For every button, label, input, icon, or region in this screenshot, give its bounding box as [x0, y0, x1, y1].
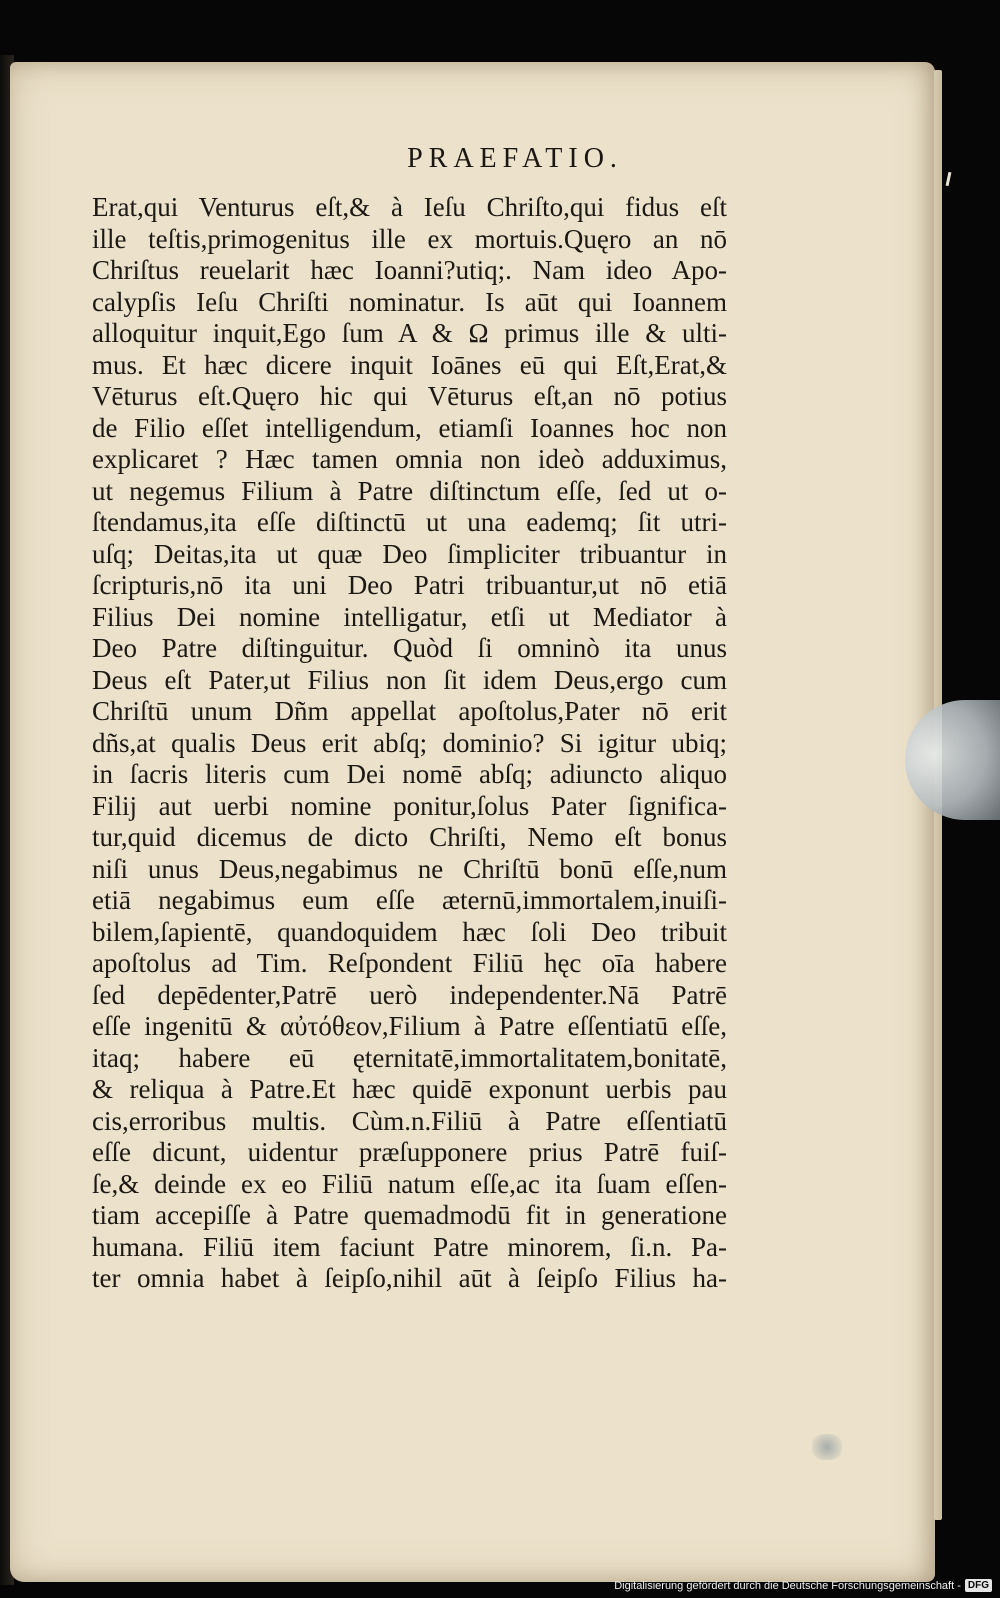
- text-line: alloquitur inquit,Ego ſum A & Ω primus ille & ulti-: [92, 318, 727, 348]
- text-line: Deo Patre diſtinguitur. Quòd ſi omninò ita unus: [92, 633, 727, 663]
- text-line: & reliqua à Patre.Et hæc quidē exponunt uerbis pau: [92, 1074, 727, 1104]
- text-line: uſq; Deitas,ita ut quæ Deo ſimpliciter tribuantur in: [92, 538, 727, 569]
- text-line: apoſtolus ad Tim. Reſpondent Filiū hęc oīa habere: [92, 948, 727, 978]
- text-line: eſſe ingenitū & αὐτόθεον,Filium à Patre eſſentiatū eſſe,: [92, 1011, 727, 1041]
- body-text: [92, 192, 727, 1295]
- text-line: mus. Et hæc dicere inquit Ioānes eū qui Eſt,Erat,&: [92, 349, 727, 380]
- text-line: etiā negabimus eum eſſe æternū,immortalem,inuiſi-: [92, 885, 727, 915]
- text-line: ſe,& deinde ex eo Filiū natum eſſe,ac ita ſuam eſſen-: [92, 1168, 727, 1199]
- text-line: Deus eſt Pater,ut Filius non ſit idem Deus,ergo cum: [92, 664, 727, 695]
- text-line: itaq; habere eū ęternitatē,immortalitatem,bonitatē,: [92, 1042, 727, 1073]
- text-line: de Filio eſſet intelligendum, etiamſi Ioannes hoc non: [92, 412, 727, 443]
- dfg-logo: DFG: [965, 1579, 992, 1592]
- text-line: dñs,at qualis Deus erit abſq; dominio? Si igitur ubiq;: [92, 727, 727, 758]
- text-line: humana. Filiū item faciunt Patre minorem, ſi.n. Pa-: [92, 1231, 727, 1262]
- text-line: Filius Dei nomine intelligatur, etſi ut Mediator à: [92, 601, 727, 632]
- text-line: Chriſtus reuelarit hæc Ioanni?utiq;. Nam ideo Apo-: [92, 255, 727, 285]
- digitization-credit: [614, 1579, 992, 1592]
- text-line: explicaret ? Hæc tamen omnia non ideò adduximus,: [92, 444, 727, 474]
- library-stamp: [812, 1434, 842, 1460]
- text-line: Filij aut uerbi nomine ponitur,ſolus Pater ſignifica-: [92, 790, 727, 821]
- text-line: eſſe dicunt, uidentur præſupponere prius Patrē fuiſ-: [92, 1137, 727, 1167]
- credit-text: Digitalisierung gefördert durch die Deutsche Forschungsgemeinschaft -: [614, 1579, 961, 1592]
- text-line: in ſacris literis cum Dei nomē abſq; adiuncto aliquo: [92, 759, 727, 789]
- text-line: ter omnia habet à ſeipſo,nihil aūt à ſeipſo Filius ha-: [92, 1263, 727, 1293]
- text-line: bilem,ſapientē, quandoquidem hæc ſoli Deo tribuit: [92, 916, 727, 947]
- text-line: tiam accepiſſe à Patre quemadmodū fit in generatione: [92, 1200, 727, 1230]
- text-line: Vēturus eſt.Quęro hic qui Vēturus eſt,an nō potius: [92, 381, 727, 411]
- text-line: Erat,qui Venturus eſt,& à Ieſu Chriſto,qui fidus eſt: [92, 192, 727, 222]
- text-line: niſi unus Deus,negabimus ne Chriſtū bonū eſſe,num: [92, 853, 727, 884]
- text-line: tur,quid dicemus de dicto Chriſti, Nemo eſt bonus: [92, 822, 727, 852]
- text-line: cis,erroribus multis. Cùm.n.Filiū à Patre eſſentiatū: [92, 1105, 727, 1136]
- text-line: calypſis Ieſu Chriſti nominatur. Is aūt qui Ioannem: [92, 286, 727, 317]
- running-head: PRAEFATIO.: [407, 143, 623, 174]
- text-line: Chriſtū unum Dñm appellat apoſtolus,Pater nō erit: [92, 696, 727, 726]
- text-line: ſed depēdenter,Patrē uerò independenter.Nā Patrē: [92, 979, 727, 1010]
- text-line: ut negemus Filium à Patre diſtinctum eſſe, ſed ut o-: [92, 475, 727, 506]
- text-line: ſcripturis,nō ita uni Deo Patri tribuantur,ut nō etiā: [92, 570, 727, 600]
- text-line: ſtendamus,ita eſſe diſtinctū ut una eademq; ſit utri-: [92, 507, 727, 537]
- text-line: ille teſtis,primogenitus ille ex mortuis.Quęro an nō: [92, 223, 727, 254]
